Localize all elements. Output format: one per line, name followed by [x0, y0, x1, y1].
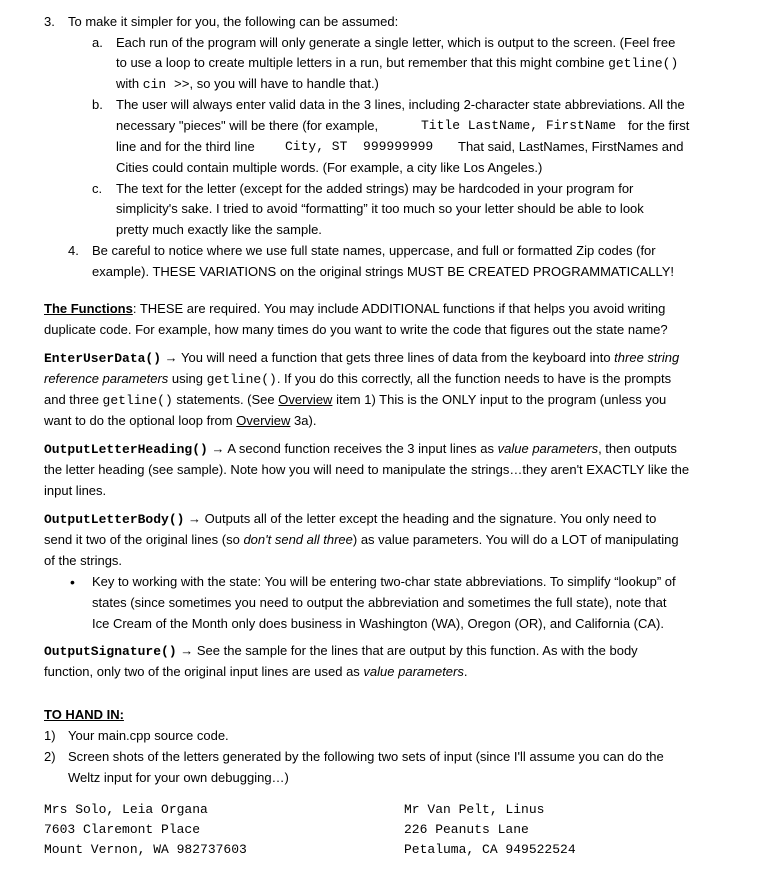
sample-left-line-1: Mrs Solo, Leia Organa — [44, 802, 208, 817]
output-letter-body-name: OutputLetterBody() — [44, 512, 185, 527]
overview-link[interactable]: Overview — [278, 392, 333, 407]
item-3b-line-2-end: for the first — [628, 118, 690, 133]
arrow-icon: → — [207, 441, 228, 456]
item-3b-line-4: Cities could contain multiple words. (For example, a city like Los Angeles.) — [116, 160, 543, 175]
item-3c-line-1: The text for the letter (except for the added strings) may be hardcoded in your program for — [116, 181, 634, 196]
output-signature-line-2: function, only two of the original input lines are used as value parameters. — [44, 664, 468, 679]
enter-user-data-line-3: and three getline() statements. (See Overview item 1) This is the ONLY input to the program (unless you — [44, 392, 667, 408]
item-3b-line-3-end: That said, LastNames, FirstNames and — [458, 139, 684, 154]
output-letter-heading-line-3: input lines. — [44, 483, 107, 498]
functions-intro-line-2: duplicate code. For example, how many times do you want to write the code that figures out the state name? — [44, 322, 668, 337]
hand-in-item-2-line-1: Screen shots of the letters generated by the following two sets of input (since I'll assume you can do the — [68, 749, 664, 764]
output-letter-heading-name: OutputLetterHeading() — [44, 442, 208, 457]
arrow-icon: → — [184, 511, 205, 526]
enter-user-data-line-1: EnterUserData() → You will need a function that gets three lines of data from the keyboard into three string — [44, 350, 680, 366]
sample-left-line-2: 7603 Claremont Place — [44, 822, 201, 837]
item-3a-line-3: with cin >>, so you will have to handle that.) — [116, 76, 379, 92]
item-4-line-2: example). THESE VARIATIONS on the original strings MUST BE CREATED PROGRAMMATICALLY! — [92, 264, 675, 279]
enter-user-data-line-2: reference parameters using getline(). If you do this correctly, all the function needs to have is the prompts — [44, 371, 672, 387]
enter-user-data-name: EnterUserData() — [44, 351, 162, 366]
bullet-icon: • — [70, 574, 75, 590]
item-3b-code-1: Title LastName, FirstName — [421, 118, 617, 133]
output-letter-body-line-2: send it two of the original lines (so don't send all three) as value parameters. You will do a LOT of manipulating — [44, 532, 679, 547]
functions-heading: The Functions — [44, 301, 133, 316]
hand-in-heading: TO HAND IN: — [44, 707, 124, 722]
item-3b-line-2: necessary "pieces" will be there (for example, — [116, 118, 379, 133]
output-letter-heading-line-1: OutputLetterHeading() → A second function receives the 3 input lines as value parameters, then outputs — [44, 441, 677, 457]
arrow-icon: → — [161, 350, 182, 365]
item-3-number: 3. — [44, 14, 55, 29]
sample-right-line-1: Mr Van Pelt, Linus — [404, 802, 545, 817]
item-3b-line-3: line and for the third line — [116, 139, 255, 154]
state-bullet-line-2: states (since sometimes you need to output the abbreviation and sometimes the full state), note that — [92, 595, 667, 610]
overview-link[interactable]: Overview — [236, 413, 291, 428]
enter-user-data-line-4: want to do the optional loop from Overview 3a). — [44, 413, 317, 428]
state-bullet-line-3: Ice Cream of the Month only does business in Washington (WA), Oregon (OR), and California (CA). — [92, 616, 664, 631]
item-3b-code-2: City, ST 999999999 — [285, 139, 434, 154]
item-3-intro: To make it simpler for you, the following can be assumed: — [68, 14, 399, 29]
functions-intro-line-1: The Functions: THESE are required. You may include ADDITIONAL functions if that helps you avoid writing — [44, 301, 666, 316]
sample-right-line-2: 226 Peanuts Lane — [404, 822, 529, 837]
item-3b-label: b. — [92, 97, 103, 112]
item-4-number: 4. — [68, 243, 79, 258]
item-3a-line-1: Each run of the program will only generate a single letter, which is output to the screen. (Feel free — [116, 35, 676, 50]
hand-in-item-1-number: 1) — [44, 728, 56, 743]
output-letter-body-line-1: OutputLetterBody() → Outputs all of the letter except the heading and the signature. You only need to — [44, 511, 657, 527]
output-letter-body-line-3: of the strings. — [44, 553, 123, 568]
state-bullet-line-1: Key to working with the state: You will be entering two-char state abbreviations. To simplify “lookup” of — [92, 574, 676, 589]
hand-in-item-2-number: 2) — [44, 749, 56, 764]
sample-left-line-3: Mount Vernon, WA 982737603 — [44, 842, 247, 857]
item-3c-line-2: simplicity's sake. I tried to avoid “formatting” it too much so your letter should be able to look — [116, 201, 644, 216]
hand-in-item-1: Your main.cpp source code. — [68, 728, 229, 743]
item-3a-label: a. — [92, 35, 103, 50]
output-letter-heading-line-2: the letter heading (see sample). Note how you will need to manipulate the strings…they aren't EXACTLY like the — [44, 462, 690, 477]
arrow-icon: → — [176, 643, 197, 658]
output-signature-name: OutputSignature() — [44, 644, 177, 659]
hand-in-item-2-line-2: Weltz input for your own debugging…) — [68, 770, 289, 785]
item-3a-line-2: to use a loop to create multiple letters in a run, but remember that this might combine getline() — [116, 55, 679, 71]
item-4-line-1: Be careful to notice where we use full state names, uppercase, and full or formatted Zip codes (for — [92, 243, 656, 258]
item-3b-line-1: The user will always enter valid data in the 3 lines, including 2-character state abbreviations. All the — [116, 97, 685, 112]
output-signature-line-1: OutputSignature() → See the sample for the lines that are output by this function. As with the body — [44, 643, 638, 659]
item-3c-line-3: pretty much exactly like the sample. — [116, 222, 322, 237]
item-3c-label: c. — [92, 181, 103, 196]
sample-right-line-3: Petaluma, CA 949522524 — [404, 842, 576, 857]
